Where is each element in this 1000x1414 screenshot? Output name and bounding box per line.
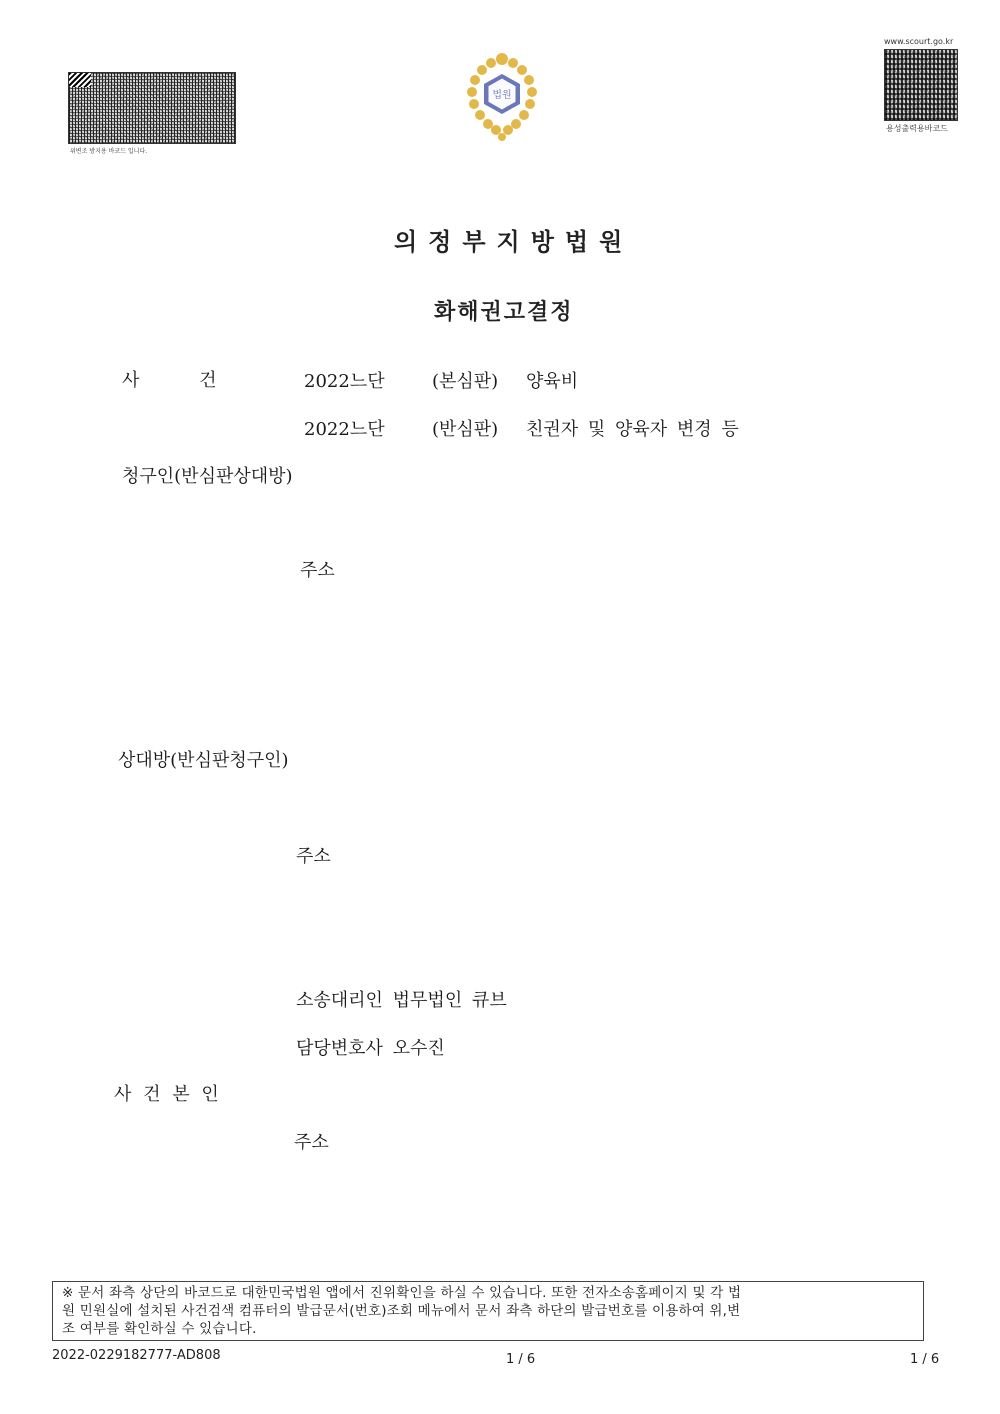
lawyer-line: 담당변호사 오수진: [296, 1038, 445, 1059]
court-seal-icon: [462, 50, 542, 142]
qr-caption: 용성출력용바코드: [886, 124, 948, 133]
case-subject-1: 양육비: [526, 371, 579, 392]
issue-number: 2022-0229182777-AD808: [52, 1348, 221, 1363]
claimant-label: 청구인(반심판상대방): [122, 466, 293, 487]
notice-line-3: 조 여부를 확인하실 수 있습니다.: [62, 1321, 257, 1337]
notice-line-1: ※ 문서 좌측 상단의 바코드로 대한민국법원 앱에서 진위확인을 하실 수 있습니다. 또한 전자소송홈페이지 및 각 법: [62, 1285, 742, 1301]
principal-label: 사 건 본 인: [114, 1084, 219, 1105]
case-type-1: (본심판): [432, 371, 499, 392]
authenticity-barcode: [68, 72, 236, 144]
court-url: www.scourt.go.kr: [884, 37, 954, 46]
page-number-right: 1 / 6: [910, 1352, 940, 1367]
claimant-address-label: 주소: [300, 560, 335, 581]
case-subject-2: 친권자 및 양육자 변경 등: [526, 419, 739, 440]
barcode-corner-mark: [69, 73, 91, 87]
seal-text: 법원: [492, 90, 512, 101]
document-title: 화해권고결정: [434, 300, 574, 325]
verification-notice: [62, 1284, 922, 1338]
principal-address-label: 주소: [294, 1132, 329, 1153]
page-number-center: 1 / 6: [506, 1352, 536, 1367]
barcode-caption: 위변조 방지용 바코드 입니다.: [70, 148, 148, 155]
attorney-line: 소송대리인 법무법인 큐브: [296, 990, 507, 1011]
case-number-1: 2022느단: [304, 371, 385, 392]
case-type-2: (반심판): [432, 419, 499, 440]
qr-code: [884, 49, 958, 121]
respondent-address-label: 주소: [296, 846, 331, 867]
case-number-2: 2022느단: [304, 419, 385, 440]
case-label: 사 건: [122, 370, 219, 391]
notice-line-2: 원 민원실에 설치된 사건검색 컴퓨터의 발급문서(번호)조회 메뉴에서 문서 좌측 하단의 발급번호를 이용하여 위,변: [62, 1303, 741, 1319]
respondent-label: 상대방(반심판청구인): [118, 750, 289, 771]
court-name: 의정부지방법원: [394, 228, 634, 256]
